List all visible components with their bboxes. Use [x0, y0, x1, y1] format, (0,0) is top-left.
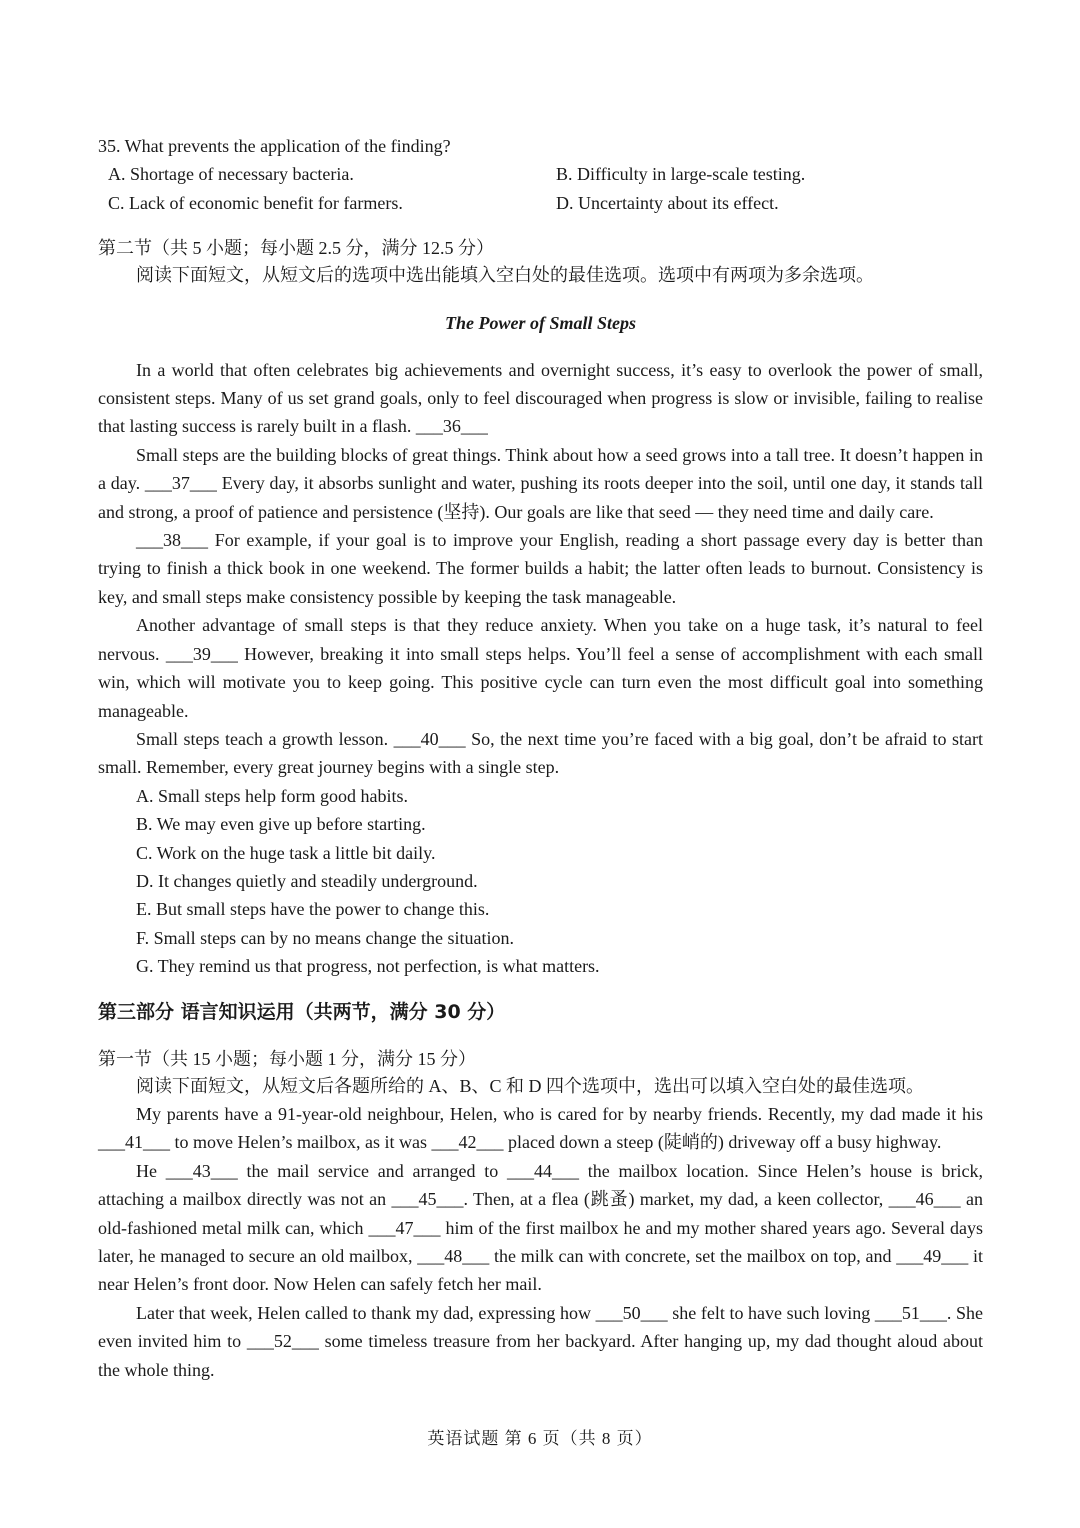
cloze-paragraph-1: My parents have a 91-year-old neighbour, Helen, who is cared for by nearby friends. Recently, my dad made it his ___41___ to move Helen’s mailbox, as it was ___42___ placed down a steep (陡峭的) driveway off a busy highway.: [98, 1103, 983, 1153]
question-35-options-row-2: [98, 189, 983, 217]
question-35-options-row-1: [98, 160, 983, 188]
passage-paragraph-3: ___38___ For example, if your goal is to improve your English, reading a short passage every day is better than trying to finish a thick book in one weekend. The former builds a habit; the latter often leads to burnout. Consistency is key, and small steps make consistency possible by keeping the task manageable.: [98, 530, 983, 607]
option-d: D. Uncertainty about its effect.: [556, 192, 779, 213]
passage-title: The Power of Small Steps: [444, 312, 636, 333]
part-3-heading: 第三部分 语言知识运用（共两节，满分 30 分）: [98, 1000, 506, 1023]
choice-a: A. Small steps help form good habits.: [136, 785, 408, 806]
answer-choices-list: [98, 782, 983, 981]
cloze-paragraph-2: He ___43___ the mail service and arranged to ___44___ the mailbox location. Since Helen’s house is brick, attaching a mailbox directly was not an ___45___. Then, at a flea (跳蚤) market, my dad, a keen collector, ___46___ an old-fashioned metal milk can, which ___47___ him of the first mailbox he and my mother shared years ago. Several days later, he managed to secure an old mailbox, ___48___ the milk can with concrete, set the mailbox on top, and ___49___ it near Helen’s front door. Now Helen can safely fetch her mail.: [98, 1160, 983, 1295]
part-3-sub-heading: 第一节（共 15 小题；每小题 1 分，满分 15 分）: [98, 1048, 476, 1069]
option-c: C. Lack of economic benefit for farmers.: [108, 192, 403, 213]
cloze-paragraph-3: Later that week, Helen called to thank my dad, expressing how ___50___ she felt to have such loving ___51___. She even invited him to ___52___ some timeless treasure from her backyard. After hanging up, my dad thought aloud about the whole thing.: [98, 1302, 983, 1380]
passage-paragraph-4: Another advantage of small steps is that they reduce anxiety. When you take on a huge task, it’s natural to feel nervous. ___39___ However, breaking it into small steps helps. You’ll feel a sense of accomplishment with each small win, which will motivate you to keep going. This positive cycle can turn even the most difficult goal into something manageable.: [98, 615, 983, 721]
option-b: B. Difficulty in large-scale testing.: [556, 164, 806, 185]
passage-paragraph-1: In a world that often celebrates big achievements and overnight success, it’s easy to overlook the power of small, consistent steps. Many of us set grand goals, only to feel discouraged when progress is slow or invisible, failing to realise that lasting success is rarely built in a flash. ___36___: [98, 359, 983, 437]
question-35-stem: 35. What prevents the application of the finding?: [98, 136, 451, 156]
passage-paragraph-2: Small steps are the building blocks of great things. Think about how a seed grows into a tall tree. It doesn’t happen in a day. ___37___ Every day, it absorbs sunlight and water, pushing its roots deeper into the soil, until one day, it stands tall and strong, a proof of patience and persistence (坚持). Our goals are like that seed — they need time and daily care.: [98, 444, 983, 522]
exam-page: [98, 132, 983, 1384]
part-3-instruction: 阅读下面短文，从短文后各题所给的 A、B、C 和 D 四个选项中，选出可以填入空白处的最佳选项。: [136, 1075, 925, 1096]
choice-e: E. But small steps have the power to change this.: [136, 899, 490, 920]
option-a: A. Shortage of necessary bacteria.: [108, 164, 354, 185]
choice-d: D. It changes quietly and steadily underground.: [136, 870, 478, 891]
passage-paragraph-5: Small steps teach a growth lesson. ___40___ So, the next time you’re faced with a big goal, don’t be afraid to start small. Remember, every great journey begins with a single step.: [98, 728, 983, 778]
choice-c: C. Work on the huge task a little bit daily.: [136, 842, 436, 863]
page-footer: 英语试题 第 6 页（共 8 页）: [427, 1429, 653, 1448]
section-2-instruction: 阅读下面短文，从短文后的选项中选出能填入空白处的最佳选项。选项中有两项为多余选项。: [136, 265, 874, 286]
choice-b: B. We may even give up before starting.: [136, 814, 426, 835]
choice-g: G. They remind us that progress, not perfection, is what matters.: [136, 956, 600, 977]
section-2-heading: 第二节（共 5 小题；每小题 2.5 分，满分 12.5 分）: [98, 238, 494, 259]
choice-f: F. Small steps can by no means change the situation.: [136, 927, 514, 948]
